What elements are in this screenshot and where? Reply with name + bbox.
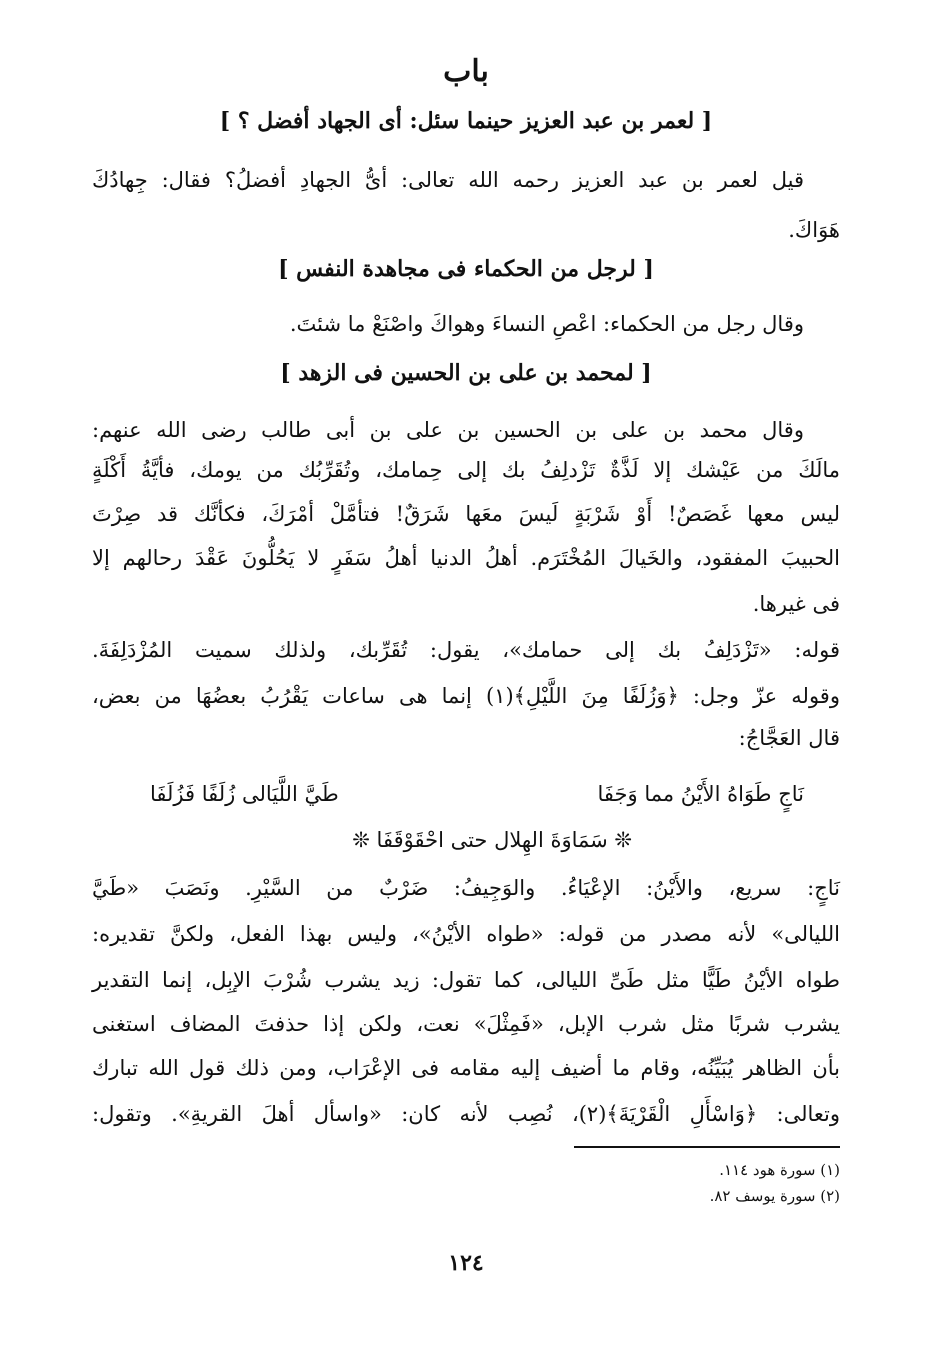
text-line: طواه الأيْنُ طَيًّا مثل طَىِّ الليالى، كما تقول: زيد يشرب شُرْبَ الإبِل، إنما التقدير [92, 968, 840, 992]
section-heading: [ لمحمد بن على بن الحسين فى الزهد ] [280, 360, 652, 386]
text-line: نَاجٍ: سريع، والأَيْنُ: الإعْيَاءُ. والوَجِيفُ: ضَرْبٌ من السَّيْرِ. ونَصَبَ «طَيَّ [92, 876, 840, 900]
text-line: مالَكَ من عَيْشك إلا لَذَّةٌ تَزْدلِفُ بك إلى حِمامك، وتُقَرِّبُك من يومك، فأيَّةُ أَكْلَةٍ [92, 458, 840, 482]
text-line: قيل لعمر بن عبد العزيز رحمه الله تعالى: أىُّ الجهادِ أفضلُ؟ فقال: جِهادُكَ [92, 168, 804, 192]
text-line: ليس معها غَصَصٌ! أَوْ شَرْبَةٍ لَيسَ معَها شَرَقٌ! فتأمَّلْ أمْرَكَ، فكأنَّك قد صِرْتَ [92, 502, 840, 526]
footnote-divider [574, 1146, 840, 1148]
text-line: وتعالى: ﴿وَاسْأَلِ الْقَرْيَةَ﴾(٢)، نُصِب لأنه كان: «واسأل أهلَ القريةِ». وتقول: [92, 1102, 840, 1126]
section-heading: [ لعمر بن عبد العزيز حينما سئل: أى الجهاد أفضل ؟ ] [219, 108, 713, 134]
text-line: وقال رجل من الحكماء: اعْصِ النساءَ وهواكَ واصْنَعْ ما شئتَ. [289, 312, 804, 336]
text-line: يشرب شربًا مثل شرب الإبل، «فَمِثْلَ» نعت، ولكن إذا حذفتَ المضاف استغنى [92, 1012, 840, 1036]
text-line: هَوَاكَ. [788, 218, 840, 242]
verse-hemistich-second: طَيَّ اللَّيَالى زُلَفًا فَزُلَفَا [150, 782, 339, 806]
text-line: فى غيرها. [752, 592, 840, 616]
verse-hemistich-first: نَاجٍ طَوَاهُ الأَيْنُ مما وَجَفَا [597, 782, 804, 806]
text-line: بأن الظاهر يُبَيِّنُه، وقام ما أضيف إليه مقامه فى الإعْرَاب، ومن ذلك قول الله تبارك [92, 1056, 840, 1080]
footnote: (١) سورة هود ١١٤. [719, 1161, 840, 1179]
chapter-title: باب [443, 54, 489, 89]
text-line: وقوله عزّ وجل: ﴿وَزُلَفًا مِنَ اللَّيْلِ﴾(١) إنما هى ساعات يَقْرُبُ بعضُهَا من بعض، [92, 684, 840, 708]
footnote: (٢) سورة يوسف ٨٢. [709, 1187, 840, 1205]
text-line: الحبيبَ المفقود، والخَيالَ المُخْتَرَم. أهلُ الدنيا أهلُ سَفَرٍ لا يَحُلُّونَ عَقْدَ رحالهم إلا [92, 546, 840, 570]
text-line: الليالى» لأنه مصدر من قوله: «طواه الأيْنُ»، وليس بهذا الفعل، ولكنَّ تقديره: [92, 922, 840, 946]
section-heading: [ لرجل من الحكماء فى مجاهدة النفس ] [278, 256, 654, 282]
page-number: ١٢٤ [448, 1250, 484, 1276]
text-line: قال العَجَّاجُ: [738, 726, 840, 750]
text-line: قوله: «تَزْدَلِفُ بك إلى حمامك»، يقول: تُقَرِّبك، ولذلك سميت المُزْدَلِفَةَ. [92, 638, 840, 662]
text-line: وقال محمد بن على بن الحسين بن على بن أبى طالب رضى الله عنهم: [92, 418, 804, 442]
verse-line: ❊ سَمَاوَةَ الهِلال حتى احْقَوْقَفَا ❊ [352, 828, 632, 852]
